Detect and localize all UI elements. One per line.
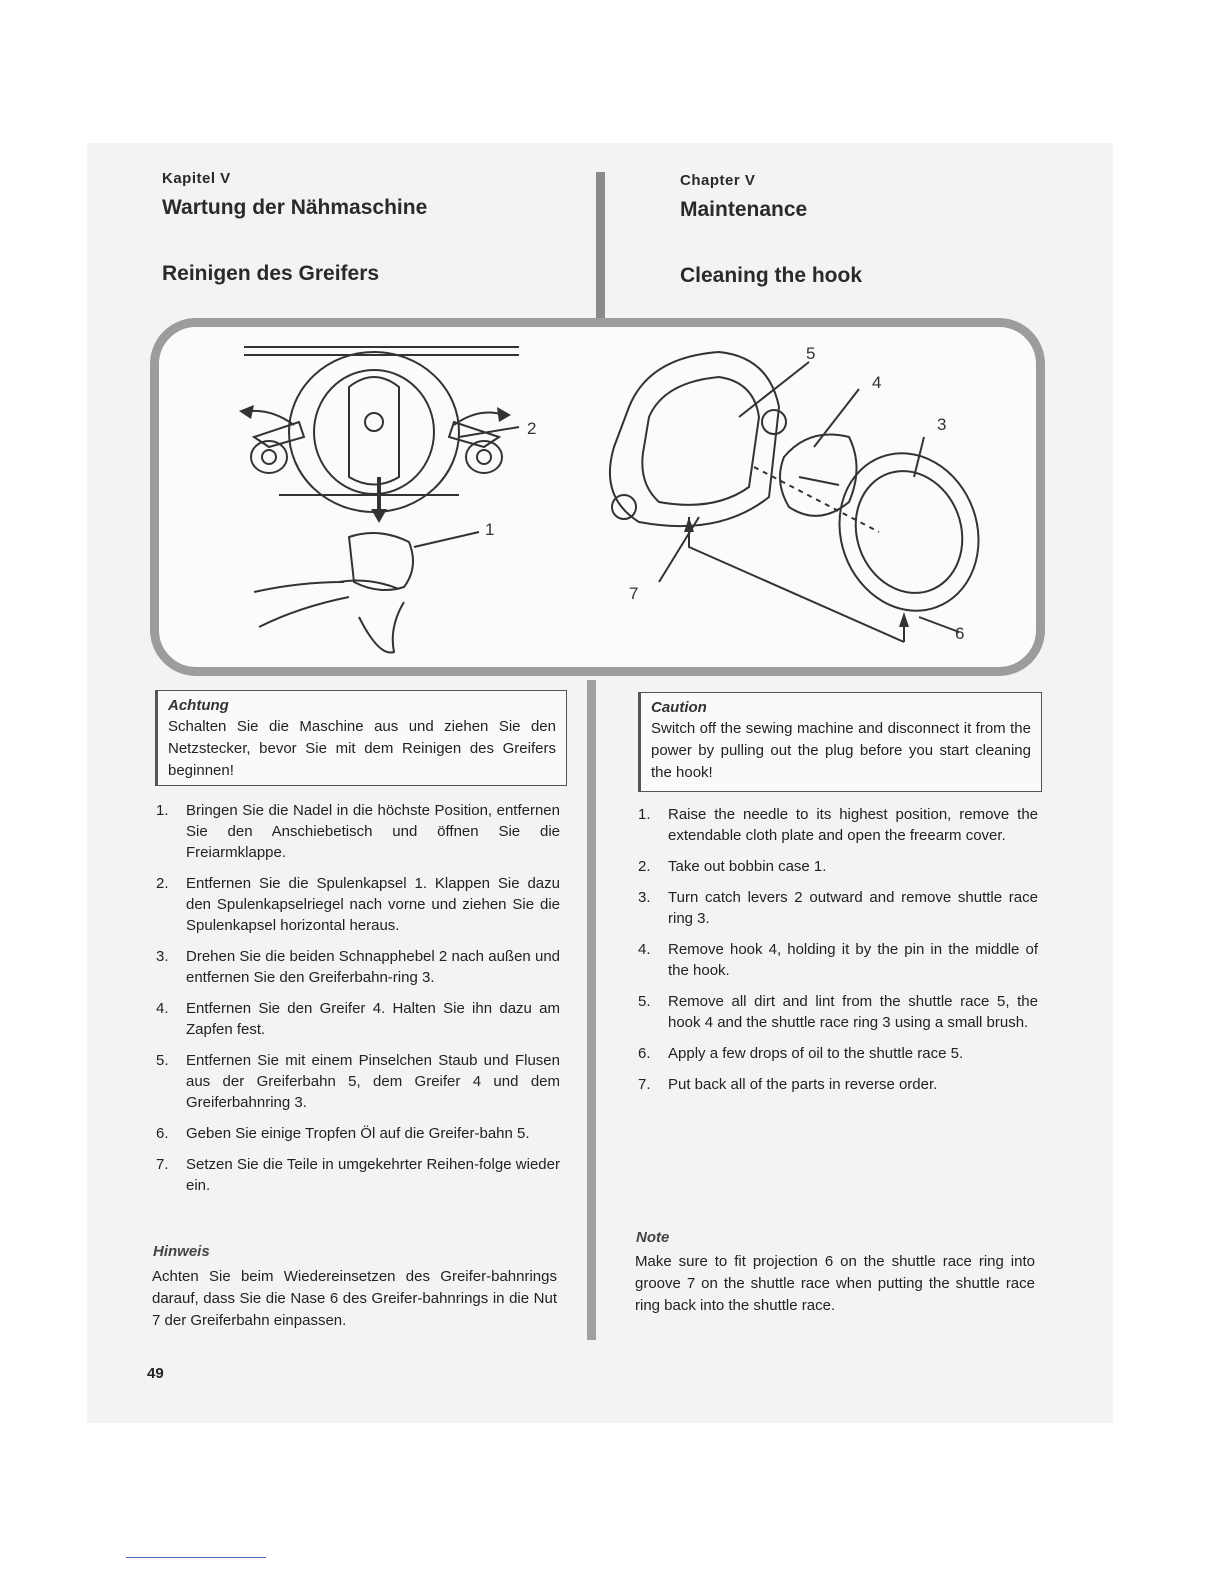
step-item: 5. Entfernen Sie mit einem Pinselchen Staub und Flusen aus der Greiferbahn 5, dem Greifer 4 und dem Greiferbahnring 3. xyxy=(156,1052,560,1111)
steps-list-de xyxy=(156,800,560,1206)
race-screw xyxy=(762,410,786,434)
figure-label-2: 2 xyxy=(527,419,537,438)
hand xyxy=(254,581,404,653)
hook-diagram-svg xyxy=(159,327,1036,667)
arrowhead-six xyxy=(899,612,909,627)
chapter-label-de: Kapitel V xyxy=(162,170,231,187)
shuttle-race-ring xyxy=(818,434,1001,631)
steps-list-en xyxy=(638,804,1038,1105)
step-item: 5. Remove all dirt and lint from the shuttle race 5, the hook 4 and the shuttle race ring 3 using a small brush. xyxy=(638,993,1038,1031)
step-item: 3. Drehen Sie die beiden Schnapphebel 2 nach außen und entfernen Sie den Greiferbahn-ring 3. xyxy=(156,948,560,986)
caution-heading-de: Achtung xyxy=(168,697,229,714)
column-divider-top xyxy=(596,172,605,320)
note-text-de: Achten Sie beim Wiedereinsetzen des Greifer-bahnrings darauf, dass Sie die Nase 6 des Greifer-bahnrings in die Nut 7 der Greiferbahn einpassen. xyxy=(152,1268,557,1329)
figure-label-5: 5 xyxy=(806,344,816,363)
hook-pin xyxy=(365,413,383,431)
arrowhead-right xyxy=(497,407,511,422)
section-title-en: Cleaning the hook xyxy=(680,264,863,287)
step-item: 4. Entfernen Sie den Greifer 4. Halten Sie ihn dazu am Zapfen fest. xyxy=(156,1000,560,1038)
footer-rule xyxy=(126,1557,266,1558)
figure-label-7: 7 xyxy=(629,584,639,603)
hook-part xyxy=(780,435,857,516)
step-item: 2. Take out bobbin case 1. xyxy=(638,858,827,875)
arrowhead-seven xyxy=(684,517,694,532)
chapter-title-en: Maintenance xyxy=(680,198,808,221)
note-heading-de: Hinweis xyxy=(153,1243,210,1260)
step-item: 7. Setzen Sie die Teile in umgekehrter Reihen-folge wieder ein. xyxy=(156,1156,560,1194)
groove-leader xyxy=(689,517,904,642)
step-item: 4. Remove hook 4, holding it by the pin in the middle of the hook. xyxy=(638,941,1038,979)
note-text-en: Make sure to fit projection 6 on the shuttle race ring into groove 7 on the shuttle race when putting the shuttle race ring back into the shuttle race. xyxy=(635,1253,1035,1314)
shuttle-race xyxy=(610,352,779,526)
step-item: 1. Bringen Sie die Nadel in die höchste Position, entfernen Sie den Anschiebetisch und öffnen Sie die Freiarmklappe. xyxy=(156,802,560,861)
caution-box-en xyxy=(638,692,1042,792)
chapter-title-de: Wartung der Nähmaschine xyxy=(162,196,428,219)
step-item: 2. Entfernen Sie die Spulenkapsel 1. Klappen Sie dazu den Spulenkapselriegel nach vorne und ziehen Sie die Spulenkapsel horizontal heraus. xyxy=(156,875,560,934)
caution-box-de xyxy=(155,690,567,786)
chapter-label-en: Chapter V xyxy=(680,172,756,189)
caution-text-en: Switch off the sewing machine and disconnect it from the power by pulling out the plug before you start cleaning the hook! xyxy=(651,720,1031,781)
figure-label-6: 6 xyxy=(955,624,965,643)
caution-heading-en: Caution xyxy=(651,699,707,716)
step-item: 7. Put back all of the parts in reverse order. xyxy=(638,1076,938,1093)
figure-label-1: 1 xyxy=(485,520,495,539)
step-item: 1. Raise the needle to its highest position, remove the extendable cloth plate and open the freearm cover. xyxy=(638,806,1038,844)
caution-text-de: Schalten Sie die Maschine aus und ziehen Sie den Netzstecker, bevor Sie mit dem Reinigen des Greifers beginnen! xyxy=(168,718,556,779)
arrowhead-left xyxy=(239,405,254,419)
figure-label-3: 3 xyxy=(937,415,947,434)
arrowhead-down xyxy=(371,509,387,523)
step-item: 3. Turn catch levers 2 outward and remove shuttle race ring 3. xyxy=(638,889,1038,927)
section-title-de: Reinigen des Greifers xyxy=(162,262,380,285)
step-item: 6. Geben Sie einige Tropfen Öl auf die Greifer-bahn 5. xyxy=(156,1125,530,1142)
hook-illustration xyxy=(150,318,1045,676)
note-heading-en: Note xyxy=(636,1229,670,1246)
arrow-right xyxy=(454,413,504,425)
page-number: 49 xyxy=(147,1365,164,1382)
figure-label-4: 4 xyxy=(872,373,882,392)
step-item: 6. Apply a few drops of oil to the shuttle race 5. xyxy=(638,1045,964,1062)
column-divider-bottom xyxy=(587,680,596,1340)
